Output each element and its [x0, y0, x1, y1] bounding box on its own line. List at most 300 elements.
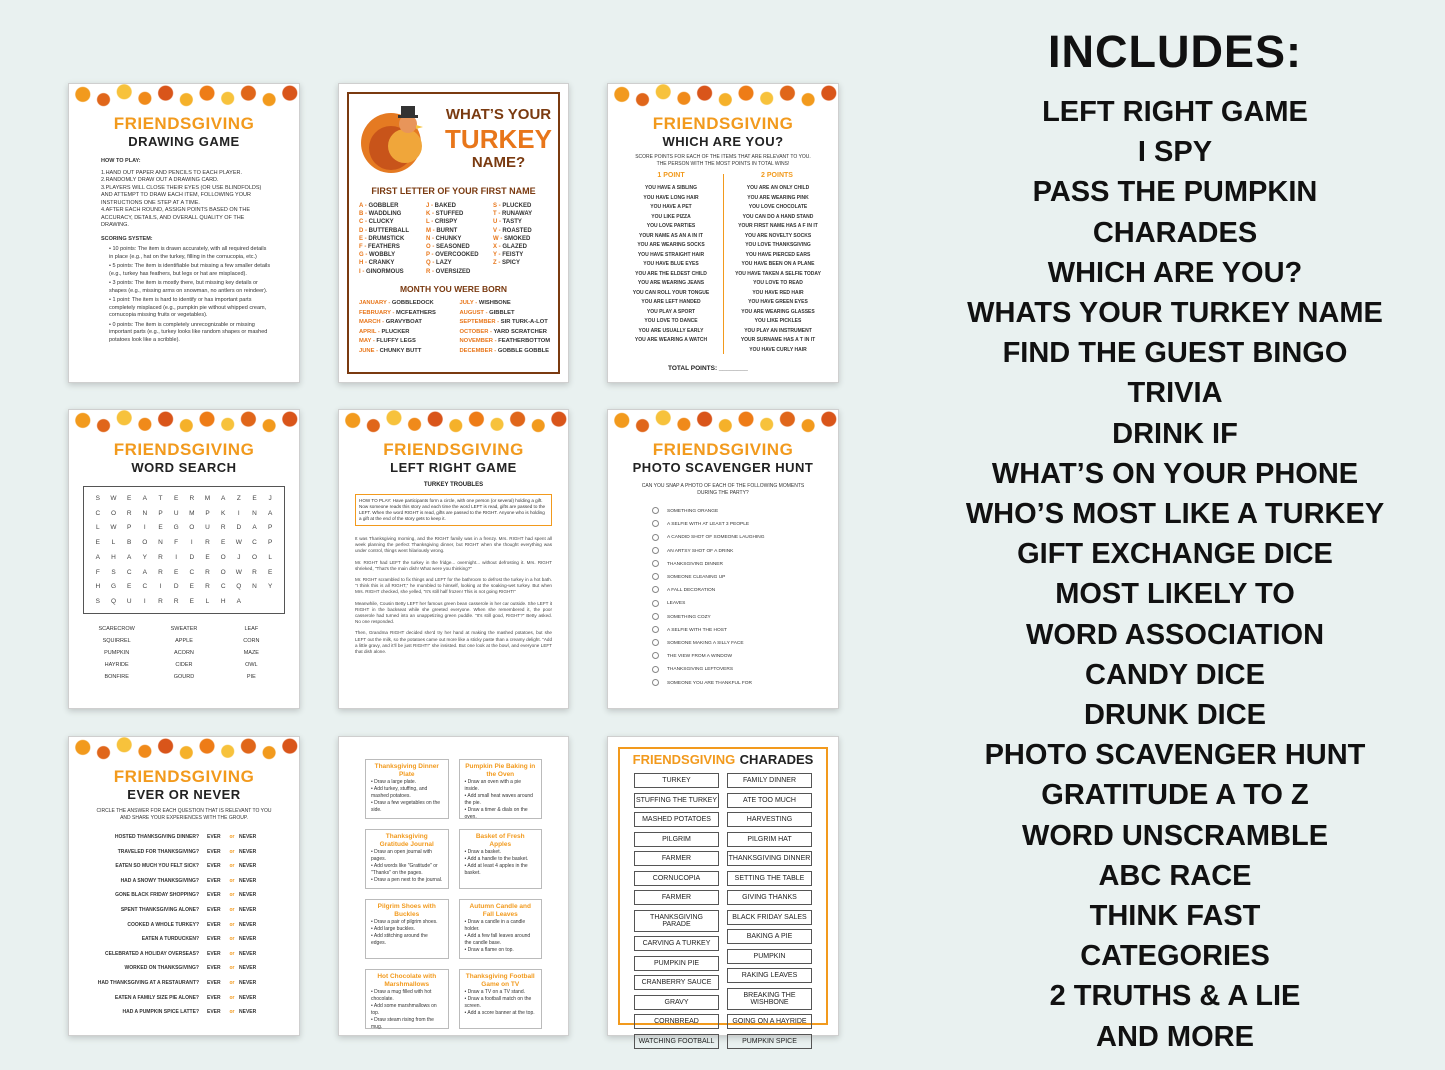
never-option: NEVER: [239, 965, 257, 972]
charade-cell: TURKEY: [634, 773, 719, 788]
ever-never-row: [79, 874, 285, 889]
statement: YOU HAVE A SIBLING: [644, 185, 698, 191]
name-entry: [426, 235, 487, 243]
name-entry: [359, 309, 456, 319]
drawing-card-title: Thanksgiving Gratitude Journal: [379, 833, 434, 848]
charade-cell: FARMER: [634, 851, 719, 866]
entry-key: K -: [426, 211, 436, 218]
card-title: CHARADES: [739, 752, 814, 767]
name-entry: [426, 218, 487, 226]
photo-item[interactable]: [652, 571, 764, 584]
grid-letter: L: [111, 539, 116, 547]
includes-item: CATEGORIES: [1080, 940, 1270, 973]
grid-letter: I: [159, 583, 162, 591]
search-word: ACORN: [174, 650, 194, 656]
ever-intro: CIRCLE THE ANSWER FOR EACH QUESTION THAT IS RELEVANT TO YOU AND SHARE YOUR EXPERIENCES WITH THE GROUP.: [96, 808, 272, 821]
drawing-card: [365, 899, 449, 959]
photo-item[interactable]: [652, 531, 764, 544]
search-word: APPLE: [175, 638, 193, 644]
charade-cell: PILGRIM HAT: [727, 832, 812, 847]
includes-item: LEFT RIGHT GAME: [1042, 96, 1308, 128]
ever-option: EVER: [207, 834, 221, 840]
autumn-leaves-border: [69, 410, 299, 436]
grid-letter: S: [95, 598, 100, 606]
includes-item: WHO’S MOST LIKE A TURKEY: [965, 498, 1385, 531]
ever-never-list: [79, 830, 285, 1020]
two-points-list: [728, 184, 828, 355]
entry-value: GRAVYBOAT: [385, 319, 422, 325]
or-label: or: [229, 848, 235, 855]
turkey-name-card: [338, 83, 569, 383]
word-search-grid: [83, 486, 285, 614]
includes-item: 2 TRUTHS & A LIE: [1049, 980, 1301, 1013]
includes-item: THINK FAST: [1089, 900, 1261, 933]
entry-key: NOVEMBER -: [459, 338, 499, 344]
entry-value: FEISTY: [502, 252, 524, 259]
photo-item[interactable]: [652, 650, 764, 663]
month-column-2: [460, 299, 557, 356]
statement: YOUR SURNAME HAS A T IN IT: [740, 337, 816, 343]
grid-letter: P: [158, 509, 163, 517]
grid-letter: L: [268, 553, 272, 561]
never-option: NEVER: [239, 936, 257, 943]
includes-item: MOST LIKELY TO: [1055, 578, 1295, 611]
name-entry: [426, 227, 487, 235]
question: WORKED ON THANKSGIVING?: [124, 965, 199, 972]
photo-item[interactable]: [652, 611, 764, 624]
story-paragraph: Meanwhile, Cousin Betty LEFT her famous green bean casserole in her car outside. She LEFT it RIGHT in the backseat while she greeted everyone. When she remembered it, the poor casserole had turned into an unappetizing green puddle. "It's still good, RIGHT?" Betty asked. No one responded.: [355, 600, 552, 625]
entry-value: FEATHERS: [368, 244, 400, 251]
name-entry: [359, 227, 420, 235]
photo-item-label: A FALL DECORATION: [667, 588, 716, 594]
grid-letter: D: [236, 524, 242, 532]
entry-value: YARD SCRATCHER: [493, 328, 547, 335]
grid-letter: J: [237, 553, 241, 561]
ever-never-row: [79, 947, 285, 962]
grid-letter: E: [205, 553, 210, 561]
drawing-card-step: • Add stitching around the edges.: [371, 933, 428, 946]
charade-cell: PUMPKIN SPICE: [727, 1034, 812, 1049]
charade-cell: GIVING THANKS: [727, 890, 812, 905]
name-entry: [493, 243, 554, 251]
entry-key: R -: [426, 268, 436, 275]
photo-item[interactable]: [652, 637, 764, 650]
name-entry: [493, 235, 554, 243]
entry-key: S -: [493, 203, 503, 209]
checkbox-circle-icon: [652, 613, 659, 620]
entry-value: DRUMSTICK: [368, 235, 405, 242]
drawing-card-step: • Draw a candle in a candle holder.: [464, 919, 526, 932]
card-brand: FRIENDSGIVING: [113, 440, 255, 459]
grid-letter: L: [205, 598, 210, 606]
includes-item: TRIVIA: [1127, 377, 1223, 410]
photo-item-label: SOMETHING ORANGE: [667, 509, 719, 514]
never-option: NEVER: [239, 979, 257, 986]
drawing-card-title: Pumpkin Pie Baking in the Oven: [465, 763, 536, 778]
or-label: or: [229, 877, 235, 884]
ever-option: EVER: [207, 892, 221, 899]
drawing-card-step: • Add a score banner at the top.: [464, 1010, 535, 1016]
grid-letter: S: [111, 568, 116, 576]
checkbox-circle-icon: [652, 626, 659, 633]
or-label: or: [229, 965, 235, 972]
ever-option: EVER: [207, 921, 221, 928]
how-to-play-label: HOW TO PLAY:: [101, 158, 141, 164]
name-entry: [359, 347, 456, 357]
card-brand: FRIENDSGIVING: [652, 440, 794, 459]
name-entry: [359, 337, 456, 347]
entry-key: APRIL -: [359, 328, 382, 335]
includes-list: [950, 92, 1400, 1057]
grid-letter: W: [235, 568, 242, 576]
photo-item-label: SOMEONE YOU ARE THANKFUL FOR: [667, 680, 752, 686]
step-text: 4.AFTER EACH ROUND, ASSIGN POINTS BASED ON THE ACCURACY, DETAILS, AND OVERALL QUALITY OF THE DRAWING.: [101, 207, 251, 228]
entry-key: F -: [359, 244, 368, 251]
statement: YOU HAVE PIERCED EARS: [745, 251, 811, 258]
ever-never-row: [79, 1005, 285, 1020]
drawing-card-title: Pilgrim Shoes with Buckles: [377, 903, 436, 918]
includes-item: WHATS YOUR TURKEY NAME: [967, 297, 1383, 330]
story-title: TURKEY TROUBLES: [423, 482, 484, 488]
point-text: • 1 point: The item is hard to identify or has important parts completely misplaced (e.g., pumpkin pie without whipped cream, cornucopia missing fruits or vegetables).: [109, 297, 267, 318]
entry-value: FLUFFY LEGS: [376, 338, 416, 344]
drawing-cards-card: [338, 736, 569, 1036]
name-entry: [460, 318, 557, 328]
two-points-heading: 2 POINTS: [761, 172, 793, 179]
autumn-leaves-border: [69, 84, 299, 110]
charades-left-column: [634, 773, 719, 1049]
ever-never-row: [79, 961, 285, 976]
grid-letter: H: [111, 553, 116, 561]
drawing-card: [459, 829, 543, 889]
includes-item: I SPY: [1137, 136, 1213, 169]
step-text: 3.PLAYERS WILL CLOSE THEIR EYES (OR USE BLINDFOLDS) AND ATTEMPT TO DRAW EACH ITEM, FOLLOWING YOUR INSTRUCTIONS ONE STEP AT A TIME.: [101, 184, 262, 206]
or-label: or: [229, 994, 235, 1001]
grid-letter: P: [205, 509, 210, 517]
or-label: or: [229, 936, 235, 943]
entry-value: CRISPY: [434, 219, 458, 226]
checkbox-circle-icon: [652, 679, 659, 686]
grid-letter: A: [236, 598, 241, 606]
ever-option: EVER: [207, 863, 221, 870]
ever-never-card: [68, 736, 300, 1036]
name-entry: [359, 299, 456, 309]
grid-letter: F: [95, 568, 100, 576]
drawing-card-step: • Draw a flame on top.: [464, 947, 514, 953]
entry-value: CRANKY: [368, 260, 395, 267]
name-entry: [493, 259, 554, 267]
card-brand: FRIENDSGIVING: [632, 752, 736, 767]
entry-value: ROASTED: [502, 227, 532, 234]
grid-letter: O: [251, 553, 258, 561]
name-entry: [460, 347, 557, 357]
checkbox-circle-icon: [652, 652, 659, 659]
statement: YOU HAVE LONG HAIR: [643, 194, 699, 201]
turkey-title-3: NAME?: [471, 154, 526, 171]
entry-value: RUNAWAY: [502, 211, 533, 218]
drawing-card-step: • Add small heat waves around the pie.: [464, 793, 533, 806]
charade-cell: PILGRIM: [634, 832, 719, 847]
grid-letter: G: [173, 524, 179, 532]
grid-letter: U: [205, 524, 210, 532]
charade-cell: SETTING THE TABLE: [727, 871, 812, 886]
search-word: GOURD: [173, 674, 195, 680]
photo-hunt-card: [607, 409, 839, 709]
name-entry: [460, 309, 557, 319]
grid-letter: R: [158, 598, 163, 606]
statement: YOU CAN DO A HAND STAND: [742, 213, 814, 220]
search-word: HAYRIDE: [104, 662, 129, 668]
entry-value: SIR TURK-A-LOT: [500, 319, 548, 325]
question: HOSTED THANKSGIVING DINNER?: [114, 834, 199, 840]
grid-letter: C: [126, 568, 132, 576]
search-word: LEAF: [244, 626, 259, 632]
grid-letter: I: [175, 553, 178, 561]
question: COOKED A WHOLE TURKEY?: [127, 921, 199, 928]
entry-key: V -: [493, 227, 503, 234]
photo-item[interactable]: [652, 584, 764, 597]
photo-item-label: A CANDID SHOT OF SOMEONE LAUGHING: [667, 535, 765, 541]
search-word: PUMPKIN: [104, 650, 130, 656]
drawing-card: [459, 759, 543, 819]
includes-item: PASS THE PUMPKIN: [1032, 176, 1318, 209]
includes-item: CHARADES: [1092, 216, 1258, 249]
letter-column-3: [493, 202, 554, 276]
entry-value: OVERSIZED: [435, 268, 471, 275]
photo-item[interactable]: [652, 558, 764, 571]
search-word: BONFIRE: [104, 674, 129, 680]
card-brand: FRIENDSGIVING: [383, 440, 524, 459]
point-text: • 3 points: The item is mostly there, but missing key details or shapes (e.g., missing arms on snowman, no antlers on reindeer).: [109, 280, 268, 294]
drawing-card-step: • Add a handle to the basket.: [464, 856, 529, 862]
grid-letter: W: [110, 524, 117, 532]
photo-item[interactable]: [652, 624, 764, 637]
ever-never-row: [79, 991, 285, 1006]
scoring-label: SCORING SYSTEM:: [101, 235, 153, 242]
card-title: EVER OR NEVER: [127, 787, 241, 802]
question: HAD A PUMPKIN SPICE LATTE?: [122, 1009, 199, 1016]
drawing-card-step: • Draw a timer & dials on the oven.: [464, 807, 528, 820]
includes-item: WHICH ARE YOU?: [1047, 256, 1303, 289]
includes-item: ABC RACE: [1098, 859, 1252, 892]
grid-letter: O: [142, 539, 148, 547]
grid-letter: G: [110, 583, 117, 591]
search-word: CIDER: [175, 662, 193, 668]
checkbox-circle-icon: [652, 560, 659, 567]
step-text: 2.RANDOMLY DRAW OUT A DRAWING CARD.: [101, 177, 219, 183]
grid-letter: N: [142, 509, 148, 517]
entry-value: SMOKED: [504, 235, 531, 242]
question: HAD THANKSGIVING AT A RESTAURANT?: [97, 979, 199, 986]
entry-value: WADDLING: [368, 211, 402, 218]
charade-cell: STUFFING THE TURKEY: [634, 793, 719, 808]
photo-item[interactable]: [652, 597, 764, 610]
charade-cell: CORNBREAD: [634, 1014, 719, 1029]
grid-letter: E: [252, 494, 257, 502]
which-intro: SCORE POINTS FOR EACH OF THE ITEMS THAT ARE RELEVANT TO YOU. THE PERSON WITH THE MOST POINTS IN TOTAL WINS!: [635, 154, 811, 167]
drawing-card-step: • Draw a mug filled with hot chocolate.: [371, 989, 432, 1002]
photo-item-label: AN ARTSY SHOT OF A DRINK: [667, 548, 734, 554]
grid-letter: R: [189, 494, 195, 502]
ever-never-row: [79, 888, 285, 903]
grid-letter: A: [220, 494, 226, 502]
name-entry: [359, 202, 420, 210]
name-entry: [426, 251, 487, 259]
grid-letter: E: [220, 539, 226, 547]
question: TRAVELED FOR THANKSGIVING?: [117, 848, 199, 855]
word-list: [83, 626, 285, 680]
search-word: SCARECROW: [98, 626, 135, 632]
grid-letter: E: [158, 524, 163, 532]
photo-item[interactable]: [652, 677, 764, 690]
entry-key: E -: [359, 235, 369, 242]
grid-letter: F: [174, 539, 179, 547]
includes-item: DRUNK DICE: [1083, 699, 1267, 732]
entry-value: BUTTERBALL: [368, 227, 409, 234]
autumn-leaves-border: [608, 84, 838, 110]
question: HAD A SNOWY THANKSGIVING?: [120, 877, 199, 884]
month-heading: MONTH YOU WERE BORN: [399, 284, 508, 294]
drawing-card-step: • Draw steam rising from the mug.: [371, 1017, 434, 1030]
turkey-title-2: TURKEY: [445, 124, 552, 154]
drawing-card-step: • Draw a football match on the screen.: [464, 996, 532, 1009]
photo-item[interactable]: [652, 505, 764, 518]
never-option: NEVER: [239, 834, 257, 840]
grid-letter: A: [142, 568, 147, 576]
ever-option: EVER: [207, 848, 221, 855]
photo-item-label: SOMETHING COZY: [667, 614, 711, 620]
charade-cell: BAKING A PIE: [727, 929, 812, 944]
checkbox-circle-icon: [652, 507, 659, 514]
or-label: or: [229, 950, 235, 957]
photo-item[interactable]: [652, 545, 764, 558]
story-paragraph: Mr. RIGHT scrambled to fix things and LEFT for the bathroom to defrost the turkey in a hot bath. "I think this is all RIGHT," he mumbled to himself, looking at the soaking-wet turkey. But when Mrs. RIGHT checked, she yelled, "It's still half frozen! This is not going RIGHT!": [355, 577, 552, 595]
entry-key: T -: [493, 211, 502, 218]
grid-letter: C: [95, 509, 101, 517]
ever-option: EVER: [207, 994, 221, 1001]
grid-letter: P: [267, 524, 273, 532]
photo-item[interactable]: [652, 663, 764, 676]
entry-value: PLUCKER: [381, 328, 410, 335]
grid-letter: Q: [236, 583, 242, 591]
grid-letter: R: [158, 553, 163, 561]
photo-item[interactable]: [652, 518, 764, 531]
photo-item-label: SOMEONE CLEANING UP: [667, 575, 726, 581]
grid-letter: C: [220, 583, 226, 591]
grid-letter: E: [267, 568, 273, 576]
name-entry: [460, 299, 557, 309]
grid-letter: R: [205, 568, 210, 576]
entry-key: M -: [426, 227, 437, 234]
statement: YOU ARE WEARING PINK: [747, 194, 809, 201]
includes-item: GRATITUDE A TO Z: [1041, 779, 1309, 812]
point-text: • 10 points: The item is drawn accurately, with all required details in place (e.g., hat on the turkey, filling in the cornucopia, etc.): [109, 246, 267, 260]
ever-option: EVER: [207, 979, 221, 986]
charade-cell: BLACK FRIDAY SALES: [727, 910, 812, 925]
or-label: or: [229, 834, 235, 840]
photo-list: [652, 505, 764, 690]
entry-value: STUFFED: [435, 211, 464, 218]
entry-value: OVERCOOKED: [435, 252, 479, 259]
charade-cell: MASHED POTATOES: [634, 812, 719, 827]
ever-never-row: [79, 903, 285, 918]
entry-key: MARCH -: [359, 319, 386, 325]
left-right-card: [338, 409, 569, 709]
entry-key: JULY -: [459, 300, 479, 306]
grid-letter: P: [126, 524, 132, 532]
name-entry: [359, 243, 420, 251]
or-label: or: [229, 906, 235, 913]
never-option: NEVER: [239, 906, 257, 913]
grid-letter: I: [237, 509, 240, 517]
photo-item-label: THE VIEW FROM A WINDOW: [667, 654, 733, 660]
grid-letter: I: [143, 524, 146, 532]
entry-value: GINORMOUS: [366, 268, 404, 275]
search-word: MAZE: [243, 650, 259, 656]
ever-never-row: [79, 830, 285, 845]
checkbox-circle-icon: [652, 666, 659, 673]
name-entry: [426, 259, 487, 267]
statement: YOU ARE WEARING JEANS: [637, 280, 705, 286]
statement: YOUR FIRST NAME HAS A F IN IT: [738, 223, 818, 229]
or-label: or: [229, 921, 235, 928]
entry-value: TASTY: [502, 219, 522, 226]
drawing-card-title: Thanksgiving Dinner Plate: [374, 763, 439, 778]
grid-letter: U: [173, 509, 179, 517]
drawing-card-step: • Draw an open journal with pages.: [371, 849, 432, 862]
grid-letter: H: [220, 598, 226, 606]
entry-key: SEPTEMBER -: [459, 319, 501, 325]
grid-letter: O: [110, 509, 117, 517]
name-entry: [426, 268, 487, 276]
grid-letter: Q: [110, 598, 117, 606]
statement: YOU ARE WEARING A WATCH: [634, 337, 708, 343]
statement: YOU PLAY A SPORT: [646, 308, 696, 315]
ever-option: EVER: [207, 965, 221, 972]
name-entry: [493, 218, 554, 226]
entry-value: BURNT: [436, 227, 458, 234]
name-entry: [359, 251, 420, 259]
grid-letter: A: [95, 553, 100, 561]
entry-value: CHUNKY: [435, 235, 462, 242]
ever-option: EVER: [207, 1009, 221, 1016]
checkbox-circle-icon: [652, 639, 659, 646]
entry-key: MAY -: [359, 338, 377, 344]
grid-letter: H: [95, 583, 101, 591]
name-entry: [359, 328, 456, 338]
drawing-card-step: • Draw a TV on a TV stand.: [464, 989, 525, 995]
entry-key: JUNE -: [359, 347, 380, 354]
never-option: NEVER: [239, 950, 257, 957]
ever-option: EVER: [207, 877, 221, 884]
entry-key: B -: [359, 211, 369, 218]
entry-value: CLUCKY: [368, 219, 394, 226]
grid-letter: B: [126, 539, 132, 547]
charade-cell: PUMPKIN PIE: [634, 956, 719, 971]
statement: YOU CAN ROLL YOUR TONGUE: [632, 289, 710, 296]
statement: YOU HAVE GREEN EYES: [748, 299, 808, 305]
entry-key: U -: [493, 219, 503, 226]
grid-letter: E: [95, 539, 100, 547]
drawing-card-step: • Add some marshmallows on top.: [371, 1003, 437, 1016]
charade-cell: BREAKING THE WISHBONE: [727, 988, 812, 1010]
never-option: NEVER: [239, 877, 257, 884]
card-title: PHOTO SCAVENGER HUNT: [632, 460, 814, 475]
charade-cell: FAMILY DINNER: [727, 773, 812, 788]
photo-item-label: THANKSGIVING DINNER: [667, 561, 723, 567]
entry-value: MCFEATHERS: [396, 309, 436, 316]
grid-letter: R: [252, 568, 257, 576]
